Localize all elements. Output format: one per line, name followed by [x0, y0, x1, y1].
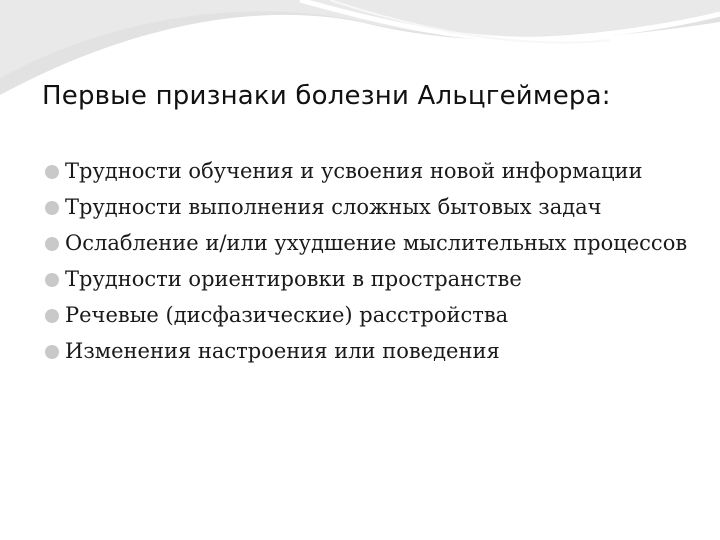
- list-item: [45, 336, 705, 367]
- bullet-list: [45, 156, 705, 372]
- bullet-dot-icon: [45, 237, 59, 251]
- bullet-dot-icon: [45, 309, 59, 323]
- list-item: [45, 192, 705, 223]
- list-item: [45, 264, 705, 295]
- bullet-dot-icon: [45, 345, 59, 359]
- list-item: [45, 300, 705, 331]
- bullet-dot-icon: [45, 201, 59, 215]
- list-item-text: Речевые (дисфазические) расстройства: [65, 303, 509, 327]
- list-item-text: Трудности обучения и усвоения новой информации: [65, 159, 643, 183]
- bullet-dot-icon: [45, 165, 59, 179]
- list-item-text: Трудности ориентировки в пространстве: [65, 267, 522, 291]
- list-item-text: Трудности выполнения сложных бытовых задач: [65, 195, 602, 219]
- list-item-text: Изменения настроения или поведения: [65, 339, 500, 363]
- list-item: [45, 156, 705, 187]
- list-item: [45, 228, 705, 259]
- list-item-text: Ослабление и/или ухудшение мыслительных процессов: [65, 231, 688, 255]
- bullet-dot-icon: [45, 273, 59, 287]
- slide-title: Первые признаки болезни Альцгеймера:: [42, 81, 611, 111]
